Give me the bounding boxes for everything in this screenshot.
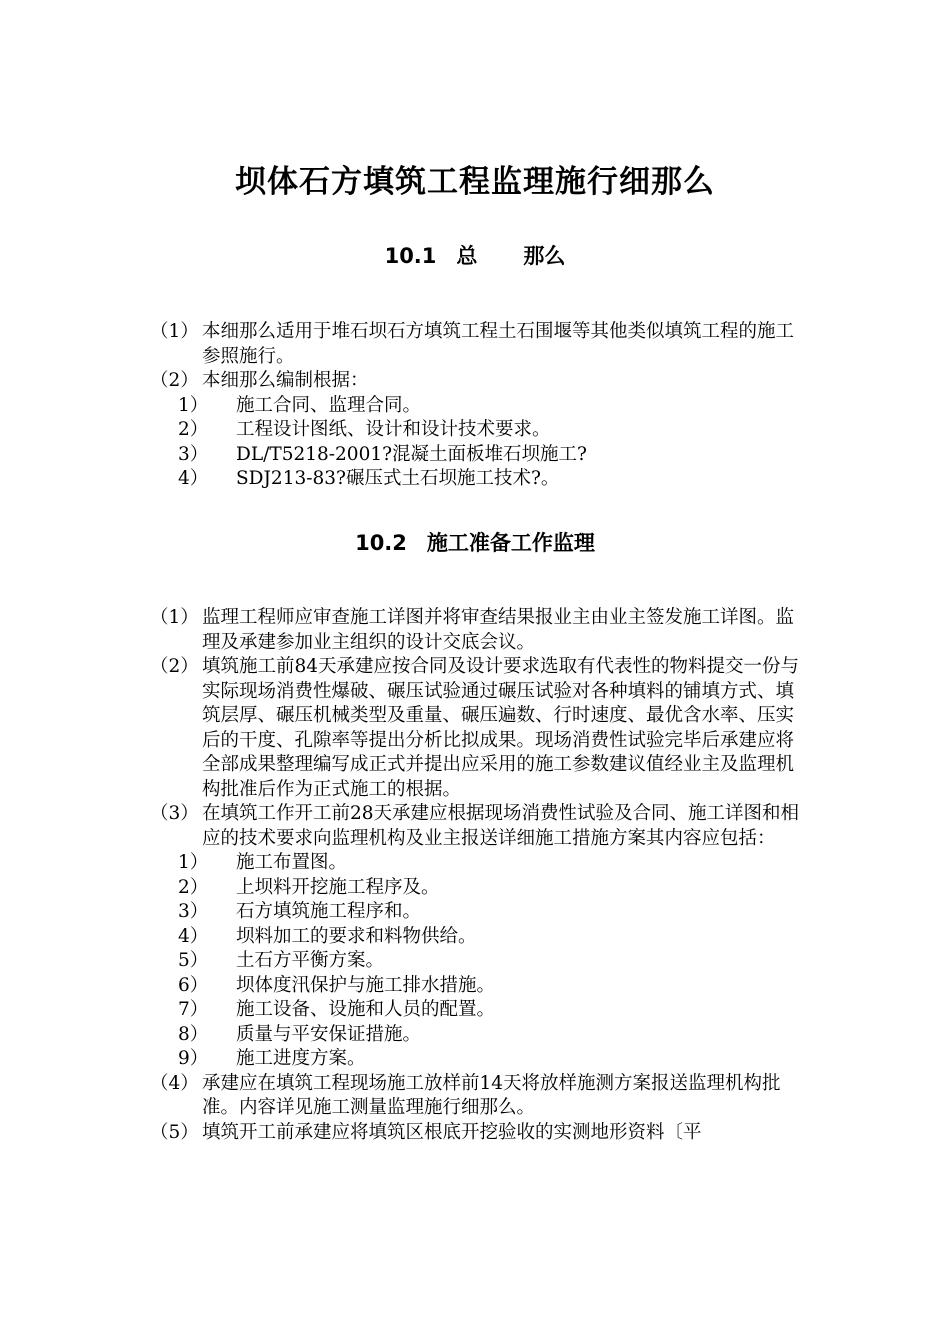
- sub-item-marker: 4）: [178, 925, 209, 947]
- list-item: [150, 802, 810, 851]
- section-heading-10-1: [0, 240, 950, 270]
- sub-item-marker: 5）: [178, 950, 209, 971]
- section-number: 10.2: [355, 531, 407, 555]
- sub-item-text: 施工布置图。: [236, 852, 348, 873]
- item-marker: （2）: [150, 656, 199, 677]
- section-heading-10-2: [0, 527, 950, 557]
- sub-list-item: [150, 394, 810, 419]
- sub-item-marker: 7）: [178, 999, 209, 1020]
- sub-list-item: [150, 418, 810, 443]
- sub-item-text: 石方填筑施工程序和。: [236, 901, 422, 922]
- sub-list-item: [150, 1023, 810, 1048]
- sub-item-marker: 9）: [178, 1048, 209, 1069]
- sub-item-marker: 3）: [178, 901, 209, 922]
- item-text: 本细那么适用于堆石坝石方填筑工程土石围堰等其他类似填筑工程的施工参照施行。: [202, 321, 795, 367]
- document-title: 坝体石方填筑工程监理施行细那么: [235, 164, 715, 200]
- section-title-part-a: 总: [456, 244, 478, 268]
- sub-item-marker: 1）: [178, 852, 209, 873]
- sub-list-item: [150, 925, 810, 950]
- item-marker: （1）: [150, 321, 199, 342]
- item-marker: （3）: [150, 803, 199, 824]
- sub-list-item: [150, 998, 810, 1023]
- sub-list-item: [150, 974, 810, 999]
- sub-item-text: 工程设计图纸、设计和设计技术要求。: [236, 419, 551, 440]
- sub-item-marker: 4）: [178, 468, 209, 489]
- item-marker: （5）: [150, 1121, 199, 1143]
- sub-list-item: [150, 467, 810, 492]
- sub-item-marker: 2）: [178, 876, 209, 898]
- list-item: [150, 369, 810, 394]
- sub-item-text: 上坝料开挖施工程序及。: [236, 876, 440, 898]
- section-title: 施工准备工作监理: [426, 531, 595, 555]
- sub-item-text: 坝体度汛保护与施工排水措施。: [236, 974, 496, 996]
- sub-list-item: [150, 949, 810, 974]
- section-number: 10.1: [384, 244, 437, 268]
- sub-list-item: [150, 1047, 810, 1072]
- item-marker: （1）: [150, 607, 199, 628]
- list-item: [150, 655, 810, 802]
- section-10-1-body: [150, 320, 810, 492]
- sub-list-item: [150, 443, 810, 468]
- item-marker: （2）: [150, 370, 199, 391]
- section-title-part-b: 那么: [523, 244, 566, 268]
- item-text: 在填筑工作开工前28天承建应根据现场消费性试验及合同、施工详图和相应的技术要求向监理机构及业主报送详细施工措施方案其内容应包括：: [202, 803, 800, 849]
- sub-item-text: 施工进度方案。: [236, 1048, 366, 1069]
- sub-item-text: 施工设备、设施和人员的配置。: [236, 999, 496, 1020]
- list-item: [150, 1072, 810, 1121]
- sub-item-text: 质量与平安保证措施。: [236, 1023, 422, 1045]
- list-item: [150, 606, 810, 655]
- section-10-2-body: [150, 606, 810, 1145]
- sub-item-marker: 1）: [178, 394, 209, 416]
- list-item: [150, 320, 810, 369]
- sub-item-text: 坝料加工的要求和料物供给。: [236, 925, 477, 947]
- sub-list-item: [150, 876, 810, 901]
- sub-item-text: DL/T5218-2001?混凝土面板堆石坝施工?: [236, 443, 587, 465]
- item-text: 填筑开工前承建应将填筑区根底开挖验收的实测地形资料〔平: [202, 1121, 702, 1143]
- sub-item-text: 土石方平衡方案。: [236, 950, 385, 971]
- item-marker: （4）: [150, 1072, 199, 1094]
- item-text: 承建应在填筑工程现场施工放样前14天将放样施测方案报送监理机构批准。内容详见施工测量监理施行细那么。: [202, 1072, 781, 1118]
- sub-item-marker: 8）: [178, 1023, 209, 1045]
- item-text: 本细那么编制根据：: [202, 370, 369, 391]
- sub-item-marker: 2）: [178, 419, 209, 440]
- sub-item-marker: 3）: [178, 443, 209, 465]
- sub-item-marker: 6）: [178, 974, 209, 996]
- sub-list-item: [150, 900, 810, 925]
- item-text: 填筑施工前84天承建应按合同及设计要求选取有代表性的物料提交一份与实际现场消费性爆破、碾压试验通过碾压试验对各种填料的铺填方式、填筑层厚、碾压机械类型及重量、碾压遍数、行时速度、最优含水率、压实后的干度、孔隙率等提出分析比拟成果。现场消费性试验完毕后承建应将全部成果整理编写成正式并提出应采用的施工参数建议值经业主及监理机构批准后作为正式施工的根据。: [202, 656, 800, 800]
- item-text: 监理工程师应审查施工详图并将审查结果报业主由业主签发施工详图。监理及承建参加业主组织的设计交底会议。: [202, 607, 795, 653]
- list-item: [150, 1121, 810, 1146]
- sub-item-text: SDJ213-83?碾压式土石坝施工技术?。: [236, 468, 560, 489]
- sub-list-item: [150, 851, 810, 876]
- sub-item-text: 施工合同、监理合同。: [236, 394, 422, 416]
